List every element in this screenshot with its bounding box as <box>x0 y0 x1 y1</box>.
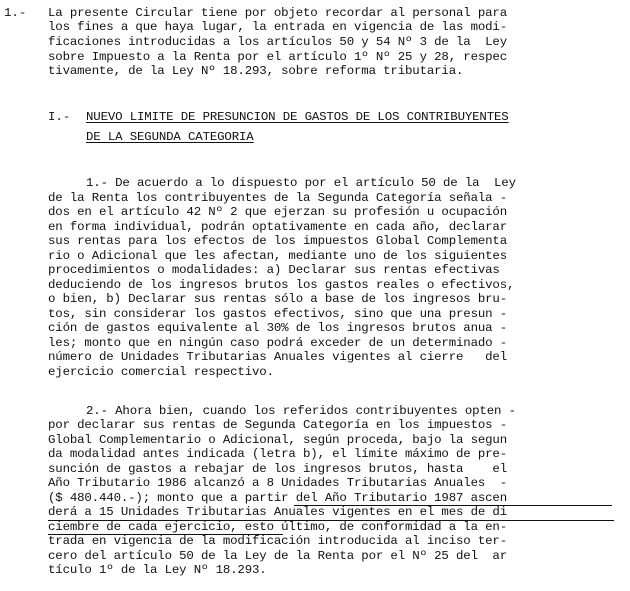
para2-line: da modalidad antes indicada (letra b), el límite máximo de pre- <box>48 447 507 461</box>
para2-line: tículo 1º de la Ley Nº 18.293. <box>48 563 267 577</box>
para1-line: procedimientos o modalidades: a) Declarar sus rentas efectivas <box>48 263 500 277</box>
para2-line: derá a 15 Unidades Tributarias Anuales vigentes en el mes de di <box>48 505 507 519</box>
intro-line: tivamente, de la Ley Nº 18.293, sobre reforma tributaria. <box>48 64 464 78</box>
intro-line: los fines a que haya lugar, la entrada en vigencia de las modi- <box>48 20 507 34</box>
para1-line: rio o Adicional que les afectan, mediante uno de los siguientes <box>48 249 507 263</box>
para2-line: por declarar sus rentas de Segunda Categoría en los impuestos - <box>48 418 507 432</box>
para2-line: Año Tributario 1986 alcanzó a 8 Unidades Tributarias Anuales - <box>48 476 507 490</box>
para1-line: dos en el artículo 42 Nº 2 que ejerzan su profesión u ocupación <box>48 205 507 219</box>
para2-line: cero del artículo 50 de la Ley de la Renta por el Nº 25 del ar <box>48 549 507 563</box>
para1-line: en forma individual, podrán optativamente en cada año, declarar <box>48 220 507 234</box>
para2-line: 2.- Ahora bien, cuando los referidos contribuyentes opten - <box>86 404 516 418</box>
para2-line: Global Complementario o Adicional, según proceda, bajo la segun <box>48 433 507 447</box>
para1-line: ción de gastos equivalente al 30% de los ingresos brutos anua - <box>48 321 507 335</box>
para2-line: ciembre de cada ejercicio, esto último, de conformidad a la en- <box>48 520 507 534</box>
para1-line: 1.- De acuerdo a lo dispuesto por el artículo 50 de la Ley <box>86 176 516 190</box>
handwritten-underline <box>294 505 612 506</box>
intro-number: 1.- <box>4 6 27 20</box>
intro-line: sobre Impuesto a la Renta por el artículo 1º Nº 25 y 28, respec <box>48 50 507 64</box>
section-title-line-1: NUEVO LIMITE DE PRESUNCION DE GASTOS DE LOS CONTRIBUYENTES <box>86 110 509 124</box>
section-number: I.- <box>48 110 71 124</box>
para1-line: ejercicio comercial respectivo. <box>48 365 274 379</box>
para2-line: sunción de gastos a rebajar de los ingresos brutos, hasta el <box>48 462 507 476</box>
para1-line: número de Unidades Tributarias Anuales vigentes al cierre del <box>48 350 507 364</box>
para1-line: deduciendo de los ingresos brutos los gastos reales o efectivos, <box>48 278 515 292</box>
para2-line: ($ 480.440.-); monto que a partir del Año Tributario 1987 ascen <box>48 491 507 505</box>
para1-line: de la Renta los contribuyentes de la Segunda Categoría señala - <box>48 191 507 205</box>
intro-line: ficaciones introducidas a los artículos 50 y 54 Nº 3 de la Ley <box>48 35 507 49</box>
para1-line: o bien, b) Declarar sus rentas sólo a base de los ingresos bru- <box>48 292 507 306</box>
handwritten-underline <box>48 520 614 521</box>
intro-line: La presente Circular tiene por objeto recordar al personal para <box>48 6 507 20</box>
section-title-line-2: DE LA SEGUNDA CATEGORIA <box>86 130 254 144</box>
para2-line: trada en vigencia de la modificación introducida al inciso ter- <box>48 534 507 548</box>
para1-line: tos, sin considerar los gastos efectivos, sino que una presun - <box>48 307 507 321</box>
para1-line: les; monto que en ningún caso podrá exceder de un determinado - <box>48 336 507 350</box>
handwritten-underline <box>48 534 283 535</box>
para1-line: sus rentas para los efectos de los impuestos Global Complementa <box>48 234 507 248</box>
